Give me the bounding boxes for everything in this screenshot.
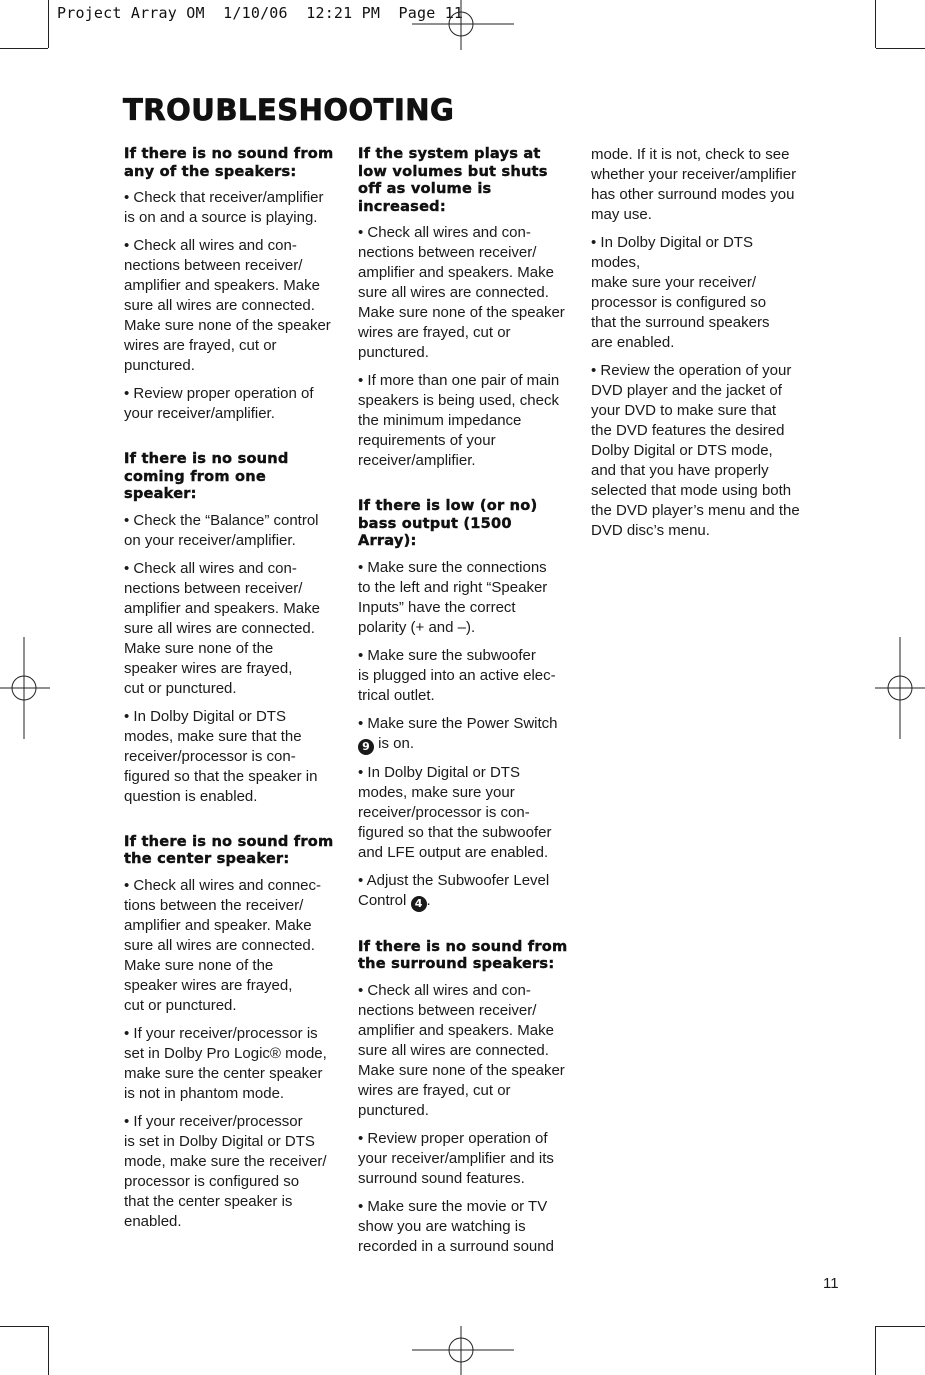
paragraph: • Check all wires and connec- tions between the receiver/ amplifier and speaker. Make sure all wires are connected. Make sure none of the speaker wires are frayed, cut or punctured. [124,876,322,1014]
paragraph: • Check the “Balance” control on your receiver/amplifier. [124,511,319,549]
paragraph: • Check that receiver/amplifier is on and a source is playing. [124,189,324,226]
section-heading: If the system plays at low volumes but shuts off as volume is increased: [358,145,548,215]
text: • Make sure the Power Switch [358,714,558,732]
crop-mark [875,0,876,48]
page-title: TROUBLESHOOTING [123,93,455,127]
paragraph: • Review proper operation of your receiver/amplifier. [124,385,314,422]
column-2 [358,145,568,1265]
registration-mark-right [875,637,925,739]
section-no-sound-one [124,450,334,807]
registration-mark-top [412,0,514,50]
section-no-sound-center [124,833,334,1232]
registration-mark-bottom [412,1326,514,1375]
paragraph: • Check all wires and con- nections between receiver/ amplifier and speakers. Make sure all wires are connected. Make sure none of the speaker wires are frayed, cut or punctured. [358,224,565,361]
column-3 [591,145,806,549]
registration-mark-left [0,637,50,739]
crop-mark [876,48,925,49]
crop-mark [0,48,48,49]
section-no-sound-surround [358,938,568,1257]
paragraph: • In Dolby Digital or DTS modes, make sure your receiver/ processor is configured so that the surround speakers are enabled. [591,234,770,351]
section-heading: If there is no sound coming from one speaker: [124,450,289,502]
paragraph: • Make sure the connections to the left and right “Speaker Inputs” have the correct polarity (+ and –). [358,558,548,636]
section-low-volume-shutoff [358,145,568,471]
paragraph: • Review proper operation of your receiver/amplifier and its surround sound features. [358,1129,554,1187]
paragraph: mode. If it is not, check to see whether your receiver/amplifier has other surround modes you may use. [591,146,797,223]
paragraph: • In Dolby Digital or DTS modes, make sure that the receiver/processor is con- figured so that the speaker in question is enabled. [124,707,318,805]
section-no-sound-any [124,145,334,424]
section-heading: If there is no sound from the surround speakers: [358,937,568,972]
section-heading: If there is low (or no) bass output (1500 Array): [358,497,538,549]
crop-mark [48,0,49,48]
paragraph-power-switch [358,714,568,755]
paragraph: • Check all wires and con- nections between receiver/ amplifier and speakers. Make sure all wires are connected. Make sure none of the speaker wires are frayed, cut or punctured. [124,559,320,697]
paragraph-level-control [358,871,568,912]
column-1 [124,145,334,1240]
callout-number-badge: 9 [358,739,374,755]
paragraph: • Check all wires and con- nections between receiver/ amplifier and speakers. Make sure all wires are connected. Make sure none of the speaker wires are frayed, cut or punctured. [358,981,565,1119]
crop-mark [48,1326,49,1375]
section-low-bass [358,497,568,912]
text: . [426,891,431,909]
paragraph: • Make sure the movie or TV show you are watching is recorded in a surround sound [358,1197,554,1255]
crop-mark [0,1326,48,1327]
paragraph: • In Dolby Digital or DTS modes, make sure your receiver/processor is con- figured so that the subwoofer and LFE output are enabled. [358,763,552,861]
crop-mark [876,1326,925,1327]
paragraph: • Check all wires and con- nections between receiver/ amplifier and speakers. Make sure all wires are connected. Make sure none of the speaker wires are frayed, cut or punctured. [124,237,331,374]
print-slug: Project Array OM 1/10/06 12:21 PM Page 11 [57,4,464,22]
paragraph: • If more than one pair of main speakers is being used, check the minimum impedance requirements of your receiver/amplifier. [358,372,560,469]
paragraph: • If your receiver/processor is set in Dolby Pro Logic® mode, make sure the center speaker is not in phantom mode. [124,1024,327,1102]
section-heading: If there is no sound from any of the speakers: [124,145,334,180]
paragraph: • Review the operation of your DVD player and the jacket of your DVD to make sure that the DVD features the desired Dolby Digital or DTS mode, and that you have properly selected that mode using both the DVD player’s menu and the DVD disc’s menu. [591,362,800,539]
text: • Adjust the Subwoofer Level Control [358,871,550,909]
paragraph: • Make sure the subwoofer is plugged into an active elec- trical outlet. [358,646,556,704]
callout-number-badge: 4 [411,896,427,912]
text: is on. [378,734,415,752]
paragraph: • If your receiver/processor is set in Dolby Digital or DTS mode, make sure the receiver/ processor is configured so that the center speaker is enabled. [124,1112,327,1230]
crop-mark [875,1326,876,1375]
section-heading: If there is no sound from the center speaker: [124,832,334,867]
page-number: 11 [823,1275,839,1292]
